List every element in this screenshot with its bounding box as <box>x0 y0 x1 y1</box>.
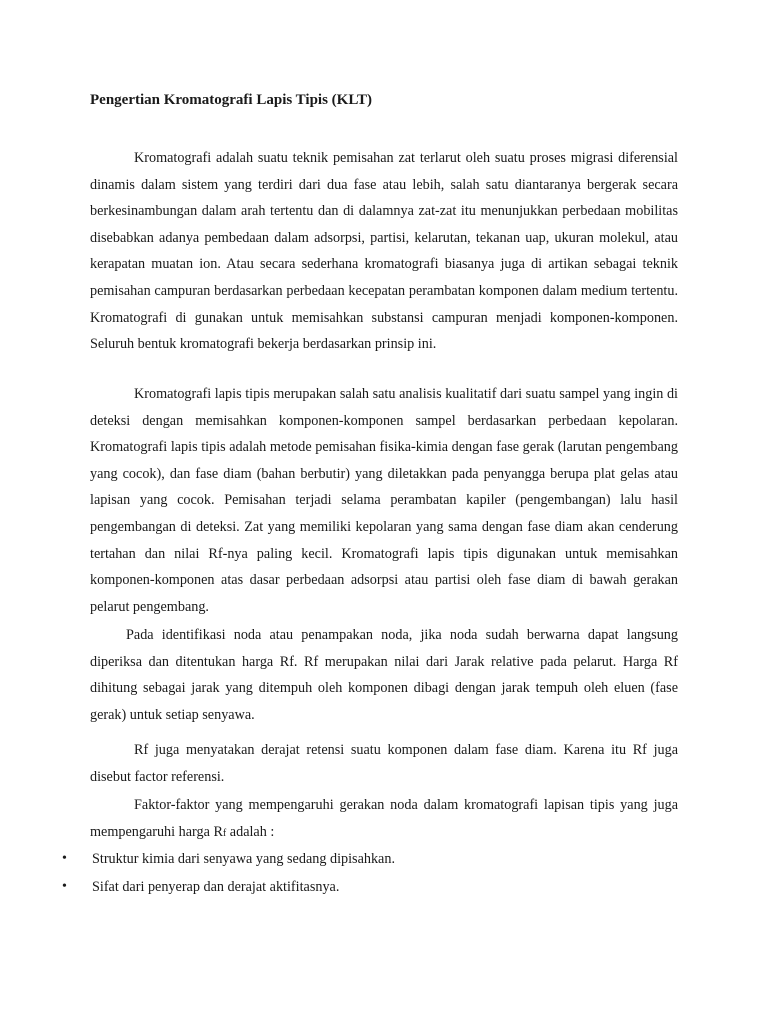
paragraph-5-text: Faktor-faktor yang mempengaruhi gerakan noda dalam kromatografi lapisan tipis yang juga mempengaruhi harga R <box>90 797 678 840</box>
paragraph-5 <box>90 792 678 847</box>
paragraph-3: Pada identifikasi noda atau penampakan noda, jika noda sudah berwarna dapat langsung diperiksa dan ditentukan harga Rf. Rf merupakan nilai dari Jarak relative pada pelarut. Harga Rf dihitung sebagai jarak yang ditempuh oleh komponen dibagi dengan jarak tempuh oleh eluen (fase gerak) untuk setiap senyawa. <box>90 627 678 723</box>
bullet-list <box>0 846 768 902</box>
page-title: Pengertian Kromatografi Lapis Tipis (KLT) <box>90 92 372 108</box>
list-item <box>0 846 768 874</box>
list-item <box>0 874 768 902</box>
paragraph-2: Kromatografi lapis tipis merupakan salah satu analisis kualitatif dari suatu sampel yang ingin di deteksi dengan memisahkan komponen-komponen sampel berdasarkan perbedaan kepolaran. Kromatografi lapis tipis adalah metode pemisahan fisika-kimia dengan fase gerak (larutan pengembang yang cocok), dan fase diam (bahan berbutir) yang diletakkan pada penyangga berupa plat gelas atau lapisan yang cocok. Pemisahan terjadi selama perambatan kapiler (pengembangan) lalu hasil pengembangan di deteksi. Zat yang memiliki kepolaran yang sama dengan fase diam akan cenderung tertahan dan nilai Rf-nya paling kecil. Kromatografi lapis tipis digunakan untuk memisahkan komponen-komponen atas dasar perbedaan adsorpsi atau partisi oleh fase diam di bawah gerakan pelarut pengembang. <box>90 386 678 615</box>
paragraph-5-suffix: adalah : <box>226 823 275 840</box>
bullet-icon: • <box>62 879 67 894</box>
paragraph-4: Rf juga menyatakan derajat retensi suatu komponen dalam fase diam. Karena itu Rf juga disebut factor referensi. <box>90 742 678 785</box>
bullet-icon: • <box>62 851 67 866</box>
bullet-text: Sifat dari penyerap dan derajat aktifitasnya. <box>92 879 340 895</box>
subscript-f: f <box>222 827 227 839</box>
paragraph-1: Kromatografi adalah suatu teknik pemisahan zat terlarut oleh suatu proses migrasi diferensial dinamis dalam sistem yang terdiri dari dua fase atau lebih, salah satu diantaranya bergerak secara berkesinambungan dalam arah tertentu dan di dalamnya zat-zat itu menunjukkan perbedaan mobilitas disebabkan adanya pembedaan dalam adsorpsi, partisi, kelarutan, tekanan uap, ukuran molekul, atau kerapatan muatan ion. Atau secara sederhana kromatografi biasanya juga di artikan sebagai teknik pemisahan campuran berdasarkan perbedaan kecepatan perambatan komponen dalam medium tertentu. Kromatografi di gunakan untuk memisahkan substansi campuran menjadi komponen-komponen. Seluruh bentuk kromatografi bekerja berdasarkan prinsip ini. <box>90 150 678 353</box>
bullet-text: Struktur kimia dari senyawa yang sedang dipisahkan. <box>92 851 395 867</box>
